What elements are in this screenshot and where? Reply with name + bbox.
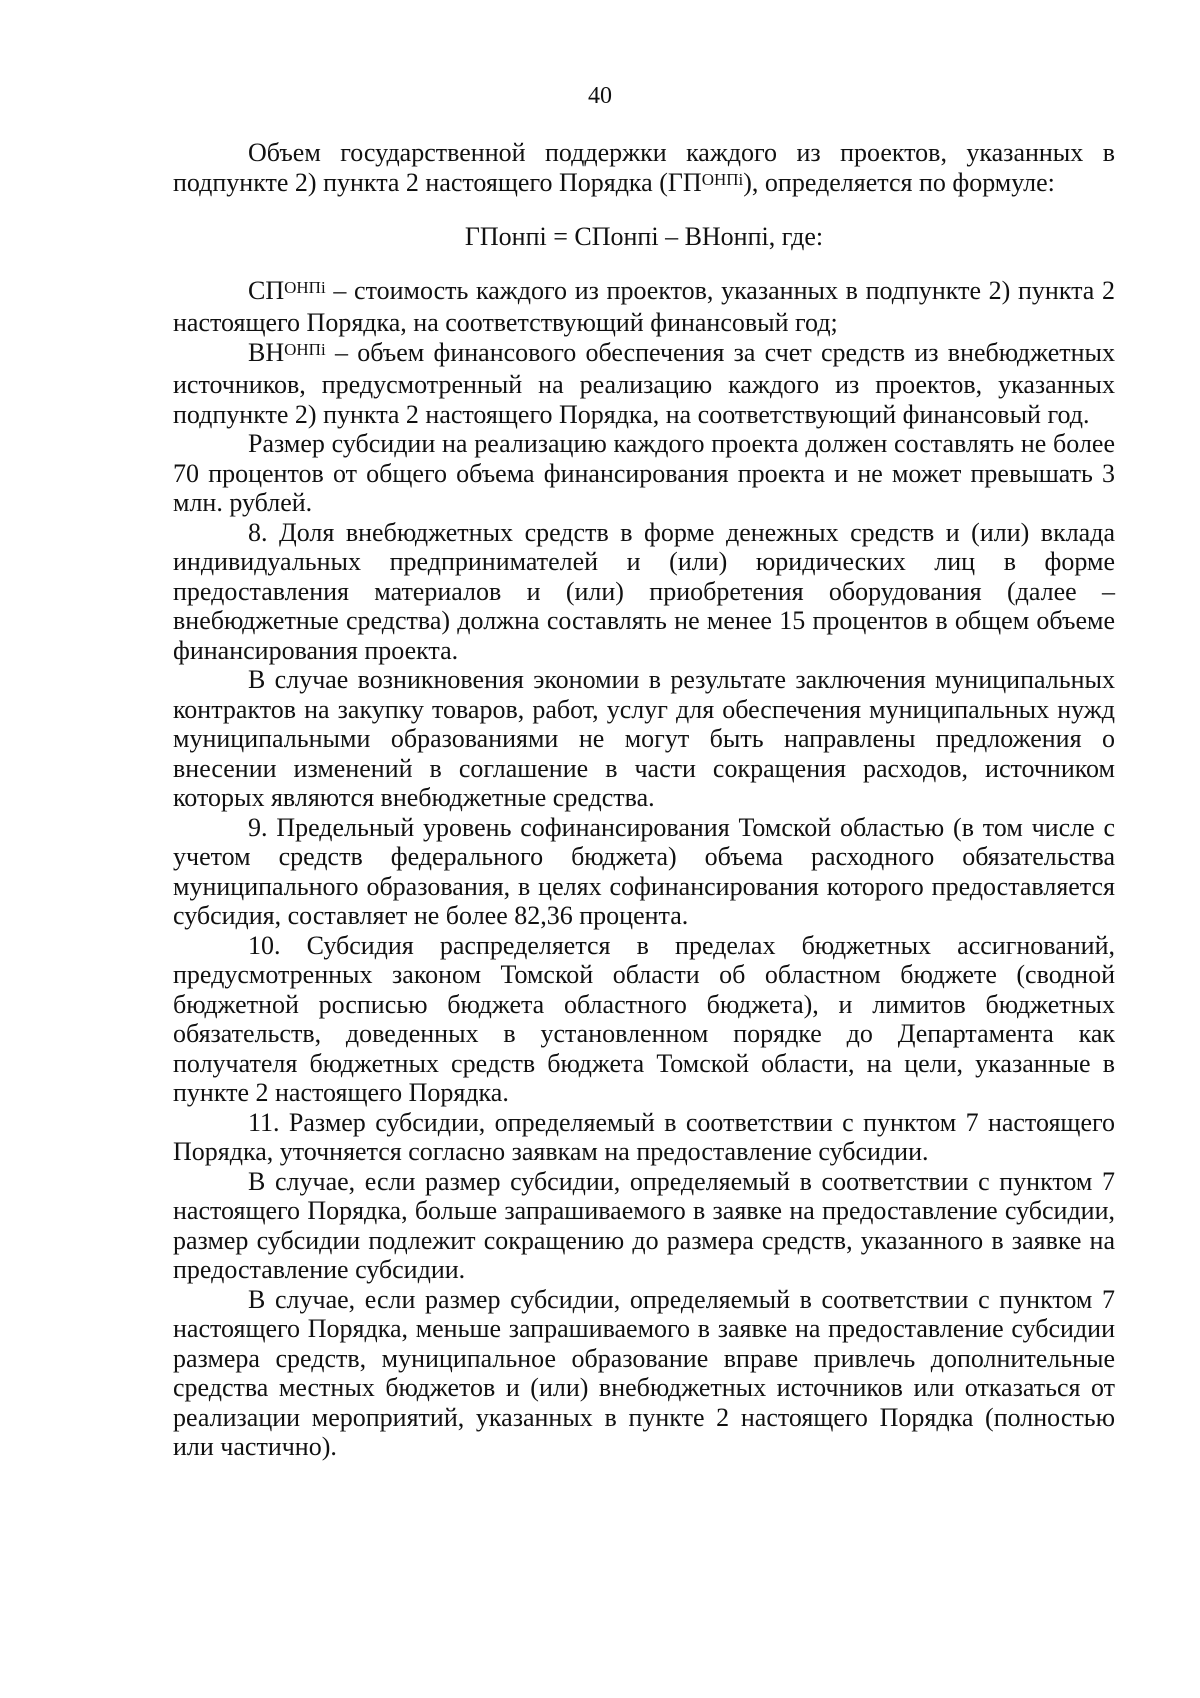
paragraph-subsidy-size: Размер субсидии на реализацию каждого проекта должен составлять не более 70 процентов от общего объема финансирования проекта и не может превышать 3 млн. рублей. — [173, 429, 1115, 517]
intro-text-before: Объем государственной поддержки каждого из проектов, указанных в подпункте 2) пункта 2 настоящего Порядка ( — [173, 138, 1115, 197]
formula: ГПонпi = СПонпi – ВНонпi, где: — [464, 222, 824, 251]
paragraph-economy: В случае возникновения экономии в результате заключения муниципальных контрактов на закупку товаров, работ, услуг для обеспечения муниципальных нужд муниципальными образованиями не могут быть направлены предложения о внесении изменений в соглашение в части сокращения расходов, источником которых являются внебюджетные средства. — [173, 665, 1115, 812]
paragraph-8: 8. Доля внебюджетных средств в форме денежных средств и (или) вклада индивидуальных предпринимателей и (или) юридических лиц в форме предоставления материалов и (или) приобретения оборудования (далее – внебюджетные средства) должна составлять не менее 15 процентов в общем объеме финансирования проекта. — [173, 517, 1115, 665]
document-body — [173, 138, 1115, 1462]
definition-sp — [173, 276, 1115, 338]
page-number: 40 — [588, 83, 612, 109]
paragraph-10: 10. Субсидия распределяется в пределах бюджетных ассигнований, предусмотренных законом Томской области об областном бюджете (сводной бюджетной росписью бюджета областного бюджета), и лимитов бюджетных обязательств, доведенных в установленном порядке до Департамента как получателя бюджетных средств бюджета Томской области, на цели, указанные в пункте 2 настоящего Порядка. — [173, 930, 1115, 1107]
definition-vn-text: – объем финансового обеспечения за счет средств из внебюджетных источников, предусмотренный на реализацию каждого из проектов, указанных подпункте 2) пункта 2 настоящего Порядка, на соответствующий финансовый год. — [173, 337, 1115, 429]
paragraph-smaller-case: В случае, если размер субсидии, определяемый в соответствии с пунктом 7 настоящего Порядка, меньше запрашиваемого в заявке на предоставление субсидии размера средств, муниципальное образование вправе привлечь дополнительные средства местных бюджетов и (или) внебюджетных источников или отказаться от реализации мероприятий, указанных в пункте 2 настоящего Порядка (полностью или частично). — [173, 1284, 1115, 1461]
vn-symbol: $ВН^{ОНПi}$ — [248, 337, 326, 367]
paragraph-11: 11. Размер субсидии, определяемый в соответствии с пунктом 7 настоящего Порядка, уточняется согласно заявкам на предоставление субсидии. — [173, 1107, 1115, 1166]
paragraph-larger-case: В случае, если размер субсидии, определяемый в соответствии с пунктом 7 настоящего Порядка, больше запрашиваемого в заявке на предоставление субсидии, размер субсидии подлежит сокращению до размера средств, указанного в заявке на предоставление субсидии. — [173, 1166, 1115, 1284]
sp-symbol: $СП^{ОНПi}$ — [248, 275, 326, 305]
definition-sp-text: – стоимость каждого из проектов, указанных в подпункте 2) пункта 2 настоящего Порядка, на соответствующий финансовый год; — [173, 275, 1115, 337]
intro-text-after: ), определяется по формуле: — [743, 167, 1055, 197]
definition-vn — [173, 338, 1115, 430]
intro-paragraph — [173, 138, 1115, 200]
gp-symbol: $ГП^{ОНПi}$ — [667, 167, 744, 197]
paragraph-9: 9. Предельный уровень софинансирования Томской областью (в том числе с учетом средств федерального бюджета) объема расходного обязательства муниципального образования, в целях софинансирования которого предоставляется субсидия, составляет не более 82,36 процента. — [173, 812, 1115, 930]
